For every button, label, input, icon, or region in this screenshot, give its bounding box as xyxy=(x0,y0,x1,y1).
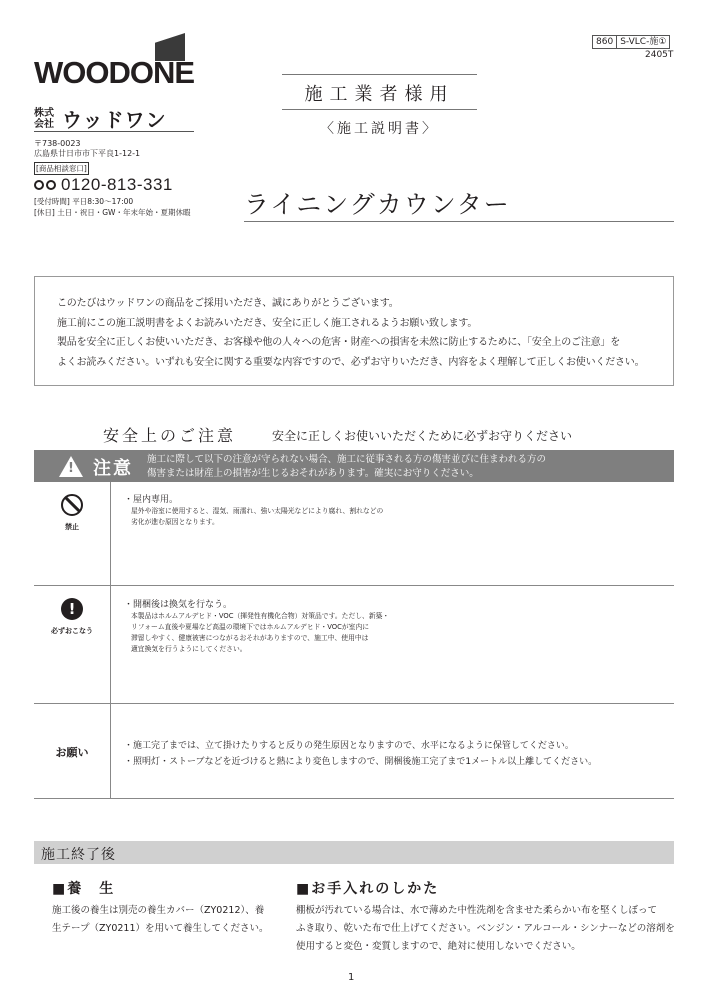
row-desc-line: 滞留しやすく、健康被害につながるおそれがありますので、施工中、使用中は xyxy=(131,634,369,642)
doc-code-id: S-VLC-施① xyxy=(616,36,669,48)
address: 広島県廿日市市下平良1-12-1 xyxy=(34,149,141,158)
safety-subheading: 安全に正しくお使いいただくために必ずお守りください xyxy=(272,429,573,443)
phone-block xyxy=(34,175,173,195)
document-code xyxy=(592,35,670,49)
protection-line: 生テープ（ZY0211）を用いて養生してください。 xyxy=(52,923,269,934)
caution-label: 注意 xyxy=(93,458,133,479)
care-line: 棚板が汚れている場合は、水で薄めた中性洗剤を含ませた柔らかい布を堅くしぼって xyxy=(296,905,658,916)
row-heading: ・屋内専用。 xyxy=(124,495,179,505)
logo-text: WOODONE xyxy=(34,55,195,90)
request-label: お願い xyxy=(55,746,89,759)
caution-line: 施工に際して以下の注意が守られない場合、施工に従事される方の傷害並びに住まわれる方の xyxy=(147,454,547,465)
protection-text xyxy=(52,902,282,938)
company-name: ウッドワン xyxy=(62,108,167,132)
caution-banner xyxy=(34,450,674,482)
care-heading: ■お手入れのしかた xyxy=(296,881,440,897)
warning-icon: ! xyxy=(59,456,83,477)
intro-line: 施工前にこの施工説明書をよくお読みいただき、安全に正しく施工されるようお願い致します。 xyxy=(57,317,478,329)
row-desc-line: リフォーム直後や夏場など高温の環境下ではホルムアルデヒド・VOCが室内に xyxy=(131,623,370,631)
request-item: ・施工完了までは、立て掛けたりすると反りの発生原因となりますので、水平になるように保管してください。 xyxy=(124,741,574,751)
manual-label: 〈施工説明書〉 xyxy=(320,121,439,137)
row-desc-line: 本製品はホルムアルデヒド・VOC（揮発性有機化合物）対策品です。ただし、新築・ xyxy=(131,612,390,620)
intro-line: このたびはウッドワンの商品をご採用いただき、誠にありがとうございます。 xyxy=(57,298,399,309)
row-content xyxy=(124,738,597,770)
prohibit-icon xyxy=(61,494,83,516)
holidays: [休日] 土日・祝日・GW・年末年始・夏期休暇 xyxy=(34,208,191,217)
symbol-label: 必ずおこなう xyxy=(51,627,93,635)
safety-row-must xyxy=(34,586,674,704)
row-desc-line: 適宜換気を行うようにしてください。 xyxy=(131,645,247,653)
freedial-icon xyxy=(34,178,58,192)
company-name-block xyxy=(34,104,167,133)
postal-code: 〒738-0023 xyxy=(34,139,81,148)
safety-heading: 安全上のご注意 xyxy=(103,426,237,445)
contact-label: [商品相談窓口] xyxy=(36,164,87,173)
care-text xyxy=(296,902,676,956)
protection-line: 施工後の養生は別売の養生カバー（ZY0212）、養 xyxy=(52,905,265,916)
request-block xyxy=(34,744,110,760)
divider xyxy=(34,131,194,132)
row-content xyxy=(124,599,389,655)
must-block xyxy=(34,598,110,636)
divider xyxy=(244,221,674,222)
symbol-label: 禁止 xyxy=(65,523,79,531)
intro-box xyxy=(34,276,674,386)
divider xyxy=(282,74,477,75)
care-line: 使用すると変色・変質しますので、絶対に使用しないでください。 xyxy=(296,941,581,952)
row-desc-line: 劣化が進む原因となります。 xyxy=(131,518,219,526)
caution-line: 傷害または財産上の損害が生じるおそれがあります。確実にお守りください。 xyxy=(147,467,479,479)
safety-row-request xyxy=(34,704,674,799)
page-number: 1 xyxy=(348,972,355,983)
intro-line: よくお読みください。いずれも安全に関する重要な内容ですので、必ずお守りいただき、内容をよく理解して正しくお使いください。 xyxy=(57,356,645,368)
protection-heading: ■養 生 xyxy=(52,881,116,897)
business-hours: [受付時間] 平日8:30〜17:00 xyxy=(34,197,134,206)
safety-row-prohibit xyxy=(34,482,674,586)
doc-code-number: 860 xyxy=(596,37,614,47)
company-prefix: 株式会社 xyxy=(34,107,54,130)
row-heading: ・開梱後は換気を行なう。 xyxy=(124,600,233,610)
completion-heading: 施工終了後 xyxy=(41,847,116,863)
completion-bar xyxy=(34,841,674,864)
safety-table xyxy=(34,482,674,799)
care-line: ふき取り、乾いた布で仕上げてください。ベンジン・アルコール・シンナーなどの溶剤を xyxy=(296,923,675,934)
divider xyxy=(282,109,477,110)
request-item: ・照明灯・ストーブなどを近づけると熱により変色しますので、開梱後施工完了まで1メートル以上離してください。 xyxy=(124,757,598,767)
doc-code-sub: 2405T xyxy=(645,50,674,60)
phone-number: 0120-813-331 xyxy=(61,175,173,194)
intro-line: 製品を安全に正しくお使いいただき、お客様や他の人々への危害・財産への損害を未然に防止するために、「安全上のご注意」を xyxy=(57,337,620,348)
exclamation-icon: ! xyxy=(61,598,83,620)
prohibit-block xyxy=(34,494,110,532)
row-content xyxy=(124,494,383,528)
row-desc-line: 屋外や浴室に使用すると、湿気、雨濡れ、強い太陽光などにより腐れ、割れなどの xyxy=(131,507,384,515)
caution-text xyxy=(147,453,546,480)
woodone-logo xyxy=(34,33,195,90)
audience-title: 施工業者様用 xyxy=(304,84,455,105)
product-title: ライニングカウンター xyxy=(244,190,511,219)
